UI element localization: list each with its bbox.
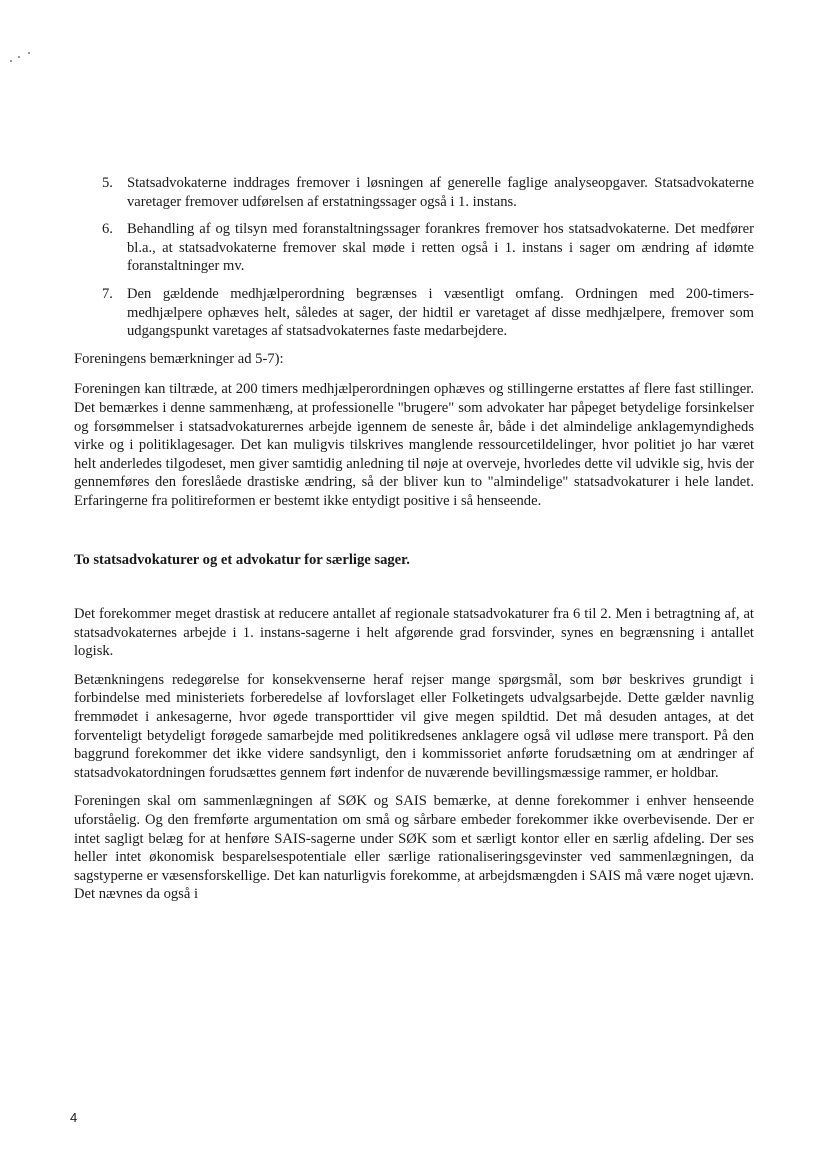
page-number: 4 [70,1110,78,1125]
list-item [74,285,754,341]
numbered-list [74,174,754,341]
list-item-number: 6. [102,221,113,238]
speck [10,60,12,62]
remarks-paragraph: Foreningen kan tiltræde, at 200 timers medhjælperordningen ophæves og stillingerne erstattes af flere fast stillinger. Det bemærkes i denne sammenhæng, at professionelle "brugere" som advokater har påpeget betydelige forsinkelser og forsømmelser i statsadvokaturernes arbejde igennem de seneste år, både i det almindelige anklagemyndigheds virke og i politiklagesager. Det kan muligvis tilskrives manglende ressourcetildelinger, hvor politiet jo har været helt anderledes tilgodeset, men giver samtidig anledning til nøje at overveje, hvorledes dette vil udvikle sig, hvis der gennemføres den foreslåede drastiske ændring, så der bliver kun to "almindelige" statsadvokaturer i hele landet. Erfaringerne fra politireformen er bestemt ikke entydigt positive i så henseende. [74,381,754,509]
list-item-text: Den gældende medhjælperordning begrænses i væsentligt omfang. Ordningen med 200-timers-medhjælpere ophæves helt, således at sager, der hidtil er varetaget af disse medhjælpere, fremover som udgangspunkt varetages af statsadvokaternes faste medarbejdere. [127,285,754,340]
list-item-text: Statsadvokaterne inddrages fremover i løsningen af generelle faglige analyseopgaver. Statsadvokaterne varetager fremover udførelsen af erstatningssager også i 1. instans. [127,175,754,210]
document-body [74,174,754,914]
body-paragraph: Betænkningens redegørelse for konsekvenserne heraf rejser mange spørgsmål, som bør beskrives grundigt i forbindelse med ministeriets forberedelse af lovforslaget eller Folketingets udvalgsarbejde. Dette gælder navnlig fremmødet i ankesagerne, hvor øgede transporttider vil give megen spildtid. Det må desuden antages, at det forventeligt betydeligt forøgede samarbejde med politikredsenes anklagere også vil udløse mere transport. På den baggrund forekommer det ikke videre sandsynligt, den i kommissoriet anførte forudsætning om at ændringer af statsadvokatordningen forudsættes gennem ført indenfor de nuværende bevillingsmæssige rammer, er holdbar. [74,671,754,781]
scan-specks [8,50,38,70]
list-item-number: 5. [102,175,113,191]
list-item-text: Behandling af og tilsyn med foranstaltningssager forankres fremover hos statsadvokaterne. Det medfører bl.a., at statsadvokaterne fremover skal møde i retten også i 1. instans i sager om ændring af idømte foranstaltninger mv. [127,221,754,275]
remarks-heading: Foreningens bemærkninger ad 5-7): [74,350,284,367]
speck [18,56,20,58]
speck [28,52,30,54]
list-item [74,174,754,211]
body-paragraph: Foreningen skal om sammenlægningen af SØK og SAIS bemærke, at denne forekommer i enhver henseende uforståelig. Og den fremførte argumentation om små og sårbare embeder forekommer ikke overbevisende. Der er intet sagligt belæg for at henføre SAIS-sagerne under SØK som et særligt kontor eller en særlig afdeling. Der ses heller intet økonomisk besparelsespotentiale eller særlige rationaliseringsgevinster ved sammenlægningen, da sagstyperne er væsensforskellige. Det kan naturligvis forekomme, at arbejdsmængden i SAIS må være noget ujævn. Det nævnes da også i [74,793,754,903]
body-paragraph: Det forekommer meget drastisk at reducere antallet af regionale statsadvokaturer fra 6 til 2. Men i betragtning af, at statsadvokaternes arbejde i 1. instans-sagerne i helt afgørende grad forsvinder, synes en begrænsning i antallet logisk. [74,606,754,660]
list-item-number: 7. [102,285,113,302]
list-item [74,220,754,276]
section-heading: To statsadvokaturer og et advokatur for særlige sager. [74,551,410,568]
